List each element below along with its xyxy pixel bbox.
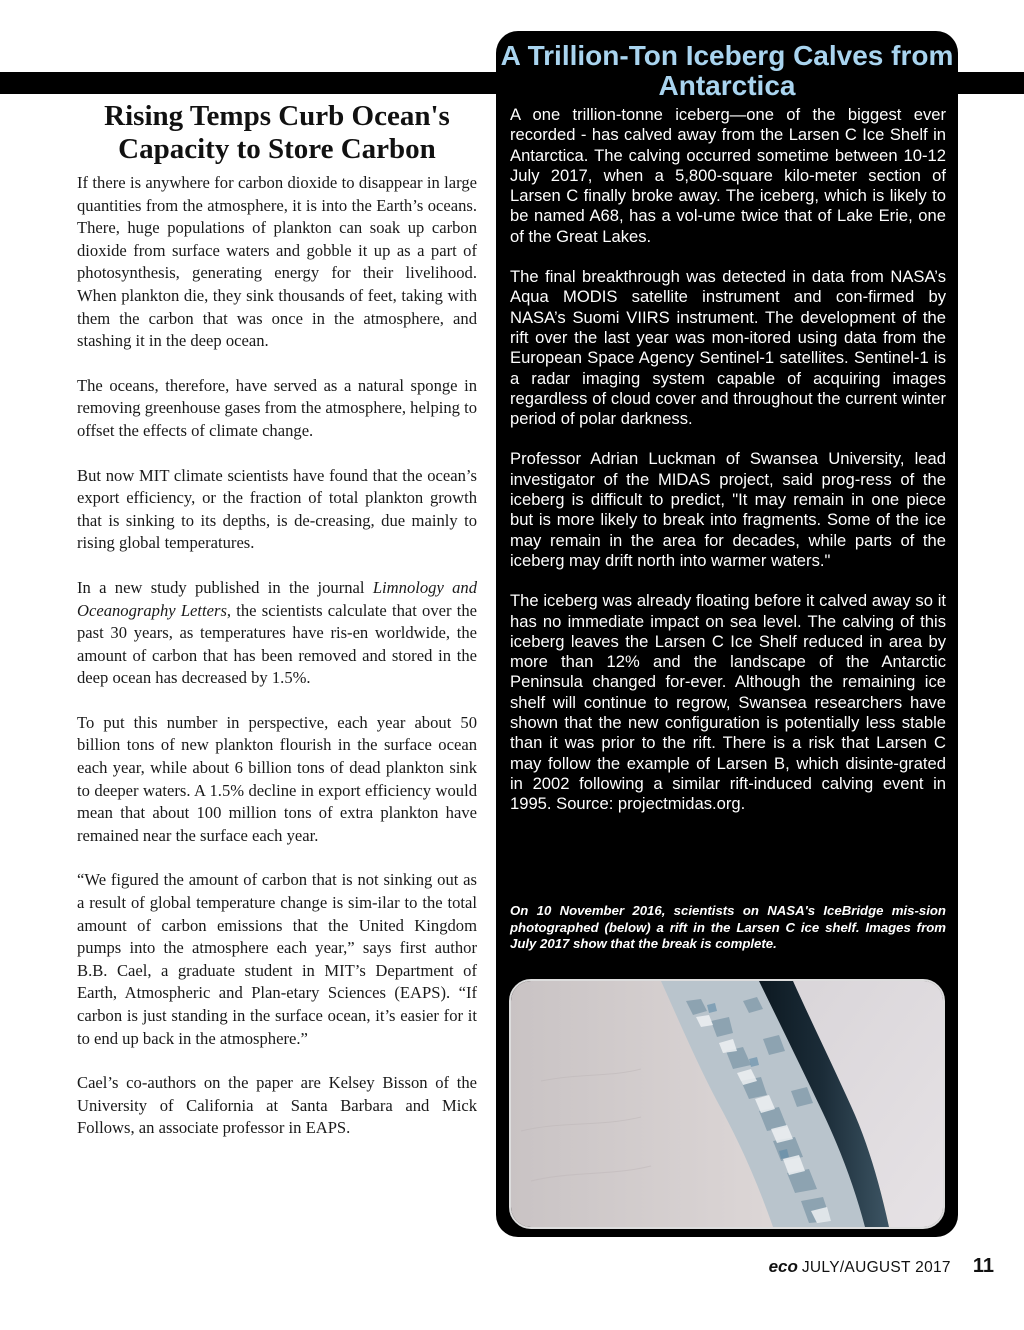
photo-caption: On 10 November 2016, scientists on NASA's IceBridge mis-sion photographed (below) a rift in the Larsen C ice shelf. Images from July 2017 show that the break is complete. <box>510 903 946 951</box>
article-paragraph: But now MIT climate scientists have found that the ocean’s export efficiency, or the fraction of total plankton growth that is sinking to its depths, is de-creasing, due mainly to rising global temperatures. <box>77 465 477 553</box>
sidebar-paragraph: A one trillion-tonne iceberg—one of the biggest ever recorded - has calved away from the Larsen C Ice Shelf in Antarctica. The calving occurred sometime between 10-12 July 2017, when a 5,800-square kilo-meter section of Larsen C finally broke away. The iceberg, which is likely to be named A68, has a vol-ume twice that of Lake Erie, one of the Great Lakes. <box>510 105 946 246</box>
article-paragraph: If there is anywhere for carbon dioxide to disappear in large quantities from the atmosphere, it is into the Earth’s oceans. There, huge populations of plankton can soak up carbon dioxide from surface waters and gobble it up as a part of photosynthesis, generating energy for their livelihood. When plankton die, they sink thousands of feet, taking with them the carbon that was once in the atmosphere, and stashing it in the deep ocean. <box>77 173 477 351</box>
article-title: Rising Temps Curb Ocean's Capacity to Store Carbon <box>104 100 450 165</box>
paragraph-text: , the scientists calculate that over the past 30 years, as temperatures have ris-en worldwide, the amount of carbon that has been removed and stored in the deep ocean has decreased by 1.5%. <box>77 600 478 688</box>
paragraph-text: In a new study published in the journal <box>77 577 373 597</box>
page-footer <box>769 1255 994 1279</box>
sidebar-box <box>496 31 958 1237</box>
issue-date: JULY/AUGUST 2017 <box>801 1259 951 1276</box>
sidebar-paragraph: The final breakthrough was detected in data from NASA’s Aqua MODIS satellite instrument and con-firmed by NASA’s Suomi VIIRS instrument. The development of the rift over the last year was mon-itored using data from the European Space Agency Sentinel-1 satellites. Sentinel-1 is a radar imaging system capable of acquiring images regardless of cloud cover and throughout the current winter period of polar darkness. <box>510 267 946 429</box>
article-paragraph <box>77 577 477 690</box>
journal-name: Limnology and Oceanography Letters <box>77 577 477 620</box>
article-paragraph: “We figured the amount of carbon that is not sinking out as a result of global temperature change is sim-ilar to the total amount of carbon emissions that the United Kingdom pumps into the atmosphere each year,” says first author B.B. Cael, a graduate student in MIT’s Department of Earth, Atmospheric and Plan-etary Sciences (EAPS). “If carbon is just standing in the surface ocean, it’s easier for it to end up back in the atmosphere.” <box>77 870 477 1048</box>
article-paragraph: To put this number in perspective, each year about 50 billion tons of new plankton flourish in the surface ocean each year, while about 6 billion tons of dead plankton sink to deeper waters. A 1.5% decline in export efficiency would mean that about 100 million tons of extra plankton have remained near the surface each year. <box>77 712 477 845</box>
article-paragraph: The oceans, therefore, have served as a natural sponge in removing greenhouse gases from the atmosphere, helping to offset the effects of climate change. <box>77 375 477 440</box>
left-article <box>77 100 477 1162</box>
sidebar-paragraph: Professor Adrian Luckman of Swansea University, lead investigator of the MIDAS project, said prog-ress of the iceberg is difficult to predict, "It may remain in one piece but is more likely to break into fragments. Some of the ice may remain in the area for decades, while parts of the iceberg may drift north into warmer waters." <box>510 449 946 570</box>
magazine-brand: eco <box>768 1257 798 1276</box>
sidebar-paragraph: The iceberg was already floating before it calved away so it has no immediate impact on sea level. The calving of this iceberg leaves the Larsen C Ice Shelf reduced in area by more than 12% and the landscape of the Antarctic Peninsula changed for-ever. Although the remaining ice shelf will continue to regrow, Swansea researchers have shown that the new configuration is potentially less stable than it was prior to the rift. There is a risk that Larsen C may follow the example of Larsen B, which disinte-grated in 2002 following a similar rift-induced calving event in 1995. Source: projectmidas.org. <box>510 591 946 814</box>
page-number: 11 <box>972 1255 994 1277</box>
iceberg-rift-photo <box>509 979 945 1229</box>
article-paragraph: Cael’s co-authors on the paper are Kelsey Bisson of the University of California at Santa Barbara and Mick Follows, an associate professor in EAPS. <box>77 1073 477 1138</box>
sidebar-title: A Trillion-Ton Iceberg Calves from Antarctica <box>500 40 954 101</box>
sidebar-body <box>510 105 946 835</box>
